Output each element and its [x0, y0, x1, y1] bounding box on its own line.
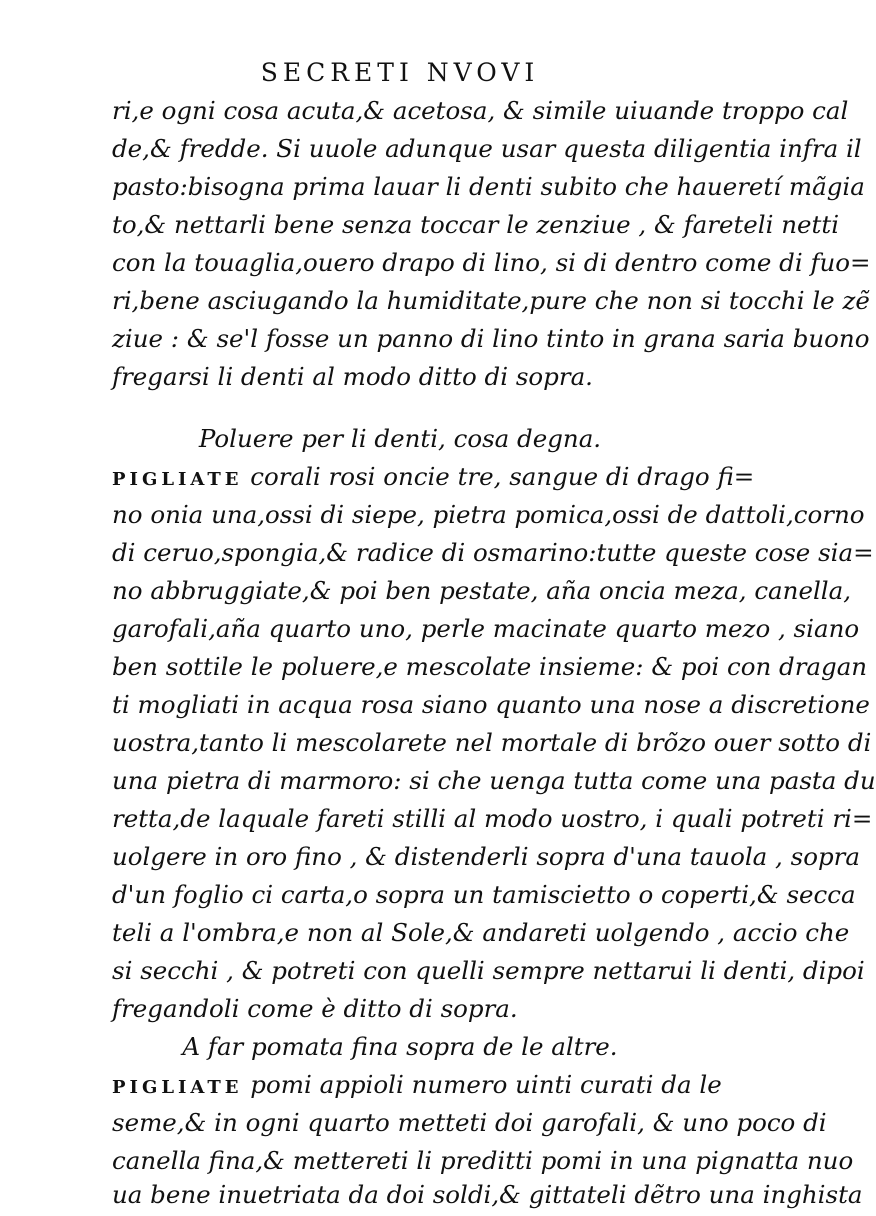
- recipe-first-word: PIGLIATE: [112, 469, 243, 490]
- text-line: de,& fredde. Si uuole adunque usar questa diligentia infra il: [112, 134, 862, 163]
- text-line: canella fina,& mettereti li preditti pomi in una pignatta nuo: [112, 1146, 854, 1175]
- text-line: ziue : & se'l fosse un panno di lino tinto in grana saria buono: [112, 324, 870, 353]
- text-line: fregandoli come è ditto di sopra.: [112, 994, 518, 1023]
- text-line: pasto:bisogna prima lauar li denti subito che haueretí mãgia: [112, 172, 865, 201]
- text-line: no onia una,ossi di siepe, pietra pomica,ossi de dattoli,corno: [112, 500, 865, 529]
- text-line: garofali,aña quarto uno, perle macinate quarto mezo , siano: [112, 614, 860, 643]
- text-line: di ceruo,spongia,& radice di osmarino:tutte queste cose sia=: [112, 538, 874, 567]
- recipe-first-line-text: corali rosi oncie tre, sangue di drago fi=: [250, 462, 755, 491]
- text-line: retta,de laquale fareti stilli al modo uostro, i quali potreti ri=: [112, 804, 873, 833]
- text-line: ri,bene asciugando la humiditate,pure che non si tocchi le zẽ: [112, 286, 870, 315]
- text-line: teli a l'ombra,e non al Sole,& andareti uolgendo , accio che: [112, 918, 850, 947]
- text-line: to,& nettarli bene senza toccar le zenziue , & fareteli netti: [112, 210, 840, 239]
- text-line: si secchi , & potreti con quelli sempre nettarui li denti, dipoi: [112, 956, 865, 985]
- recipe-first-line: [112, 458, 755, 496]
- recipe-heading: Poluere per li denti, cosa degna.: [198, 424, 602, 453]
- recipe-first-word: PIGLIATE: [112, 1077, 243, 1098]
- text-line: ri,e ogni cosa acuta,& acetosa, & simile uiuande troppo cal: [112, 96, 849, 125]
- text-line: ti mogliati in acqua rosa siano quanto una nose a discretione: [112, 690, 870, 719]
- text-line: d'un foglio ci carta,o sopra un tamiscietto o coperti,& secca: [112, 880, 856, 909]
- recipe-first-line: [112, 1066, 722, 1104]
- text-line: con la touaglia,ouero drapo di lino, si di dentro come di fuo=: [112, 248, 871, 277]
- text-line: una pietra di marmoro: si che uenga tutta come una pasta du: [112, 766, 876, 795]
- text-line: ben sottile le poluere,e mescolate insieme: & poi con dragan: [112, 652, 868, 681]
- text-line: uolgere in oro fino , & distenderli sopra d'una tauola , sopra: [112, 842, 860, 871]
- recipe-heading: A far pomata fina sopra de le altre.: [182, 1032, 618, 1061]
- text-line: no abbruggiate,& poi ben pestate, aña oncia meza, canella,: [112, 576, 852, 605]
- text-line: uostra,tanto li mescolarete nel mortale di brõzo ouer sotto di: [112, 728, 872, 757]
- text-line: seme,& in ogni quarto metteti doi garofali, & uno poco di: [112, 1108, 827, 1137]
- recipe-first-line-text: pomi appioli numero uinti curati da le: [250, 1070, 722, 1099]
- running-head: SECRETI NVOVI: [260, 58, 540, 87]
- text-line: ua bene inuetriata da doi soldi,& gittateli dẽtro una inghista: [112, 1180, 863, 1209]
- text-line: fregarsi li denti al modo ditto di sopra.: [112, 362, 593, 391]
